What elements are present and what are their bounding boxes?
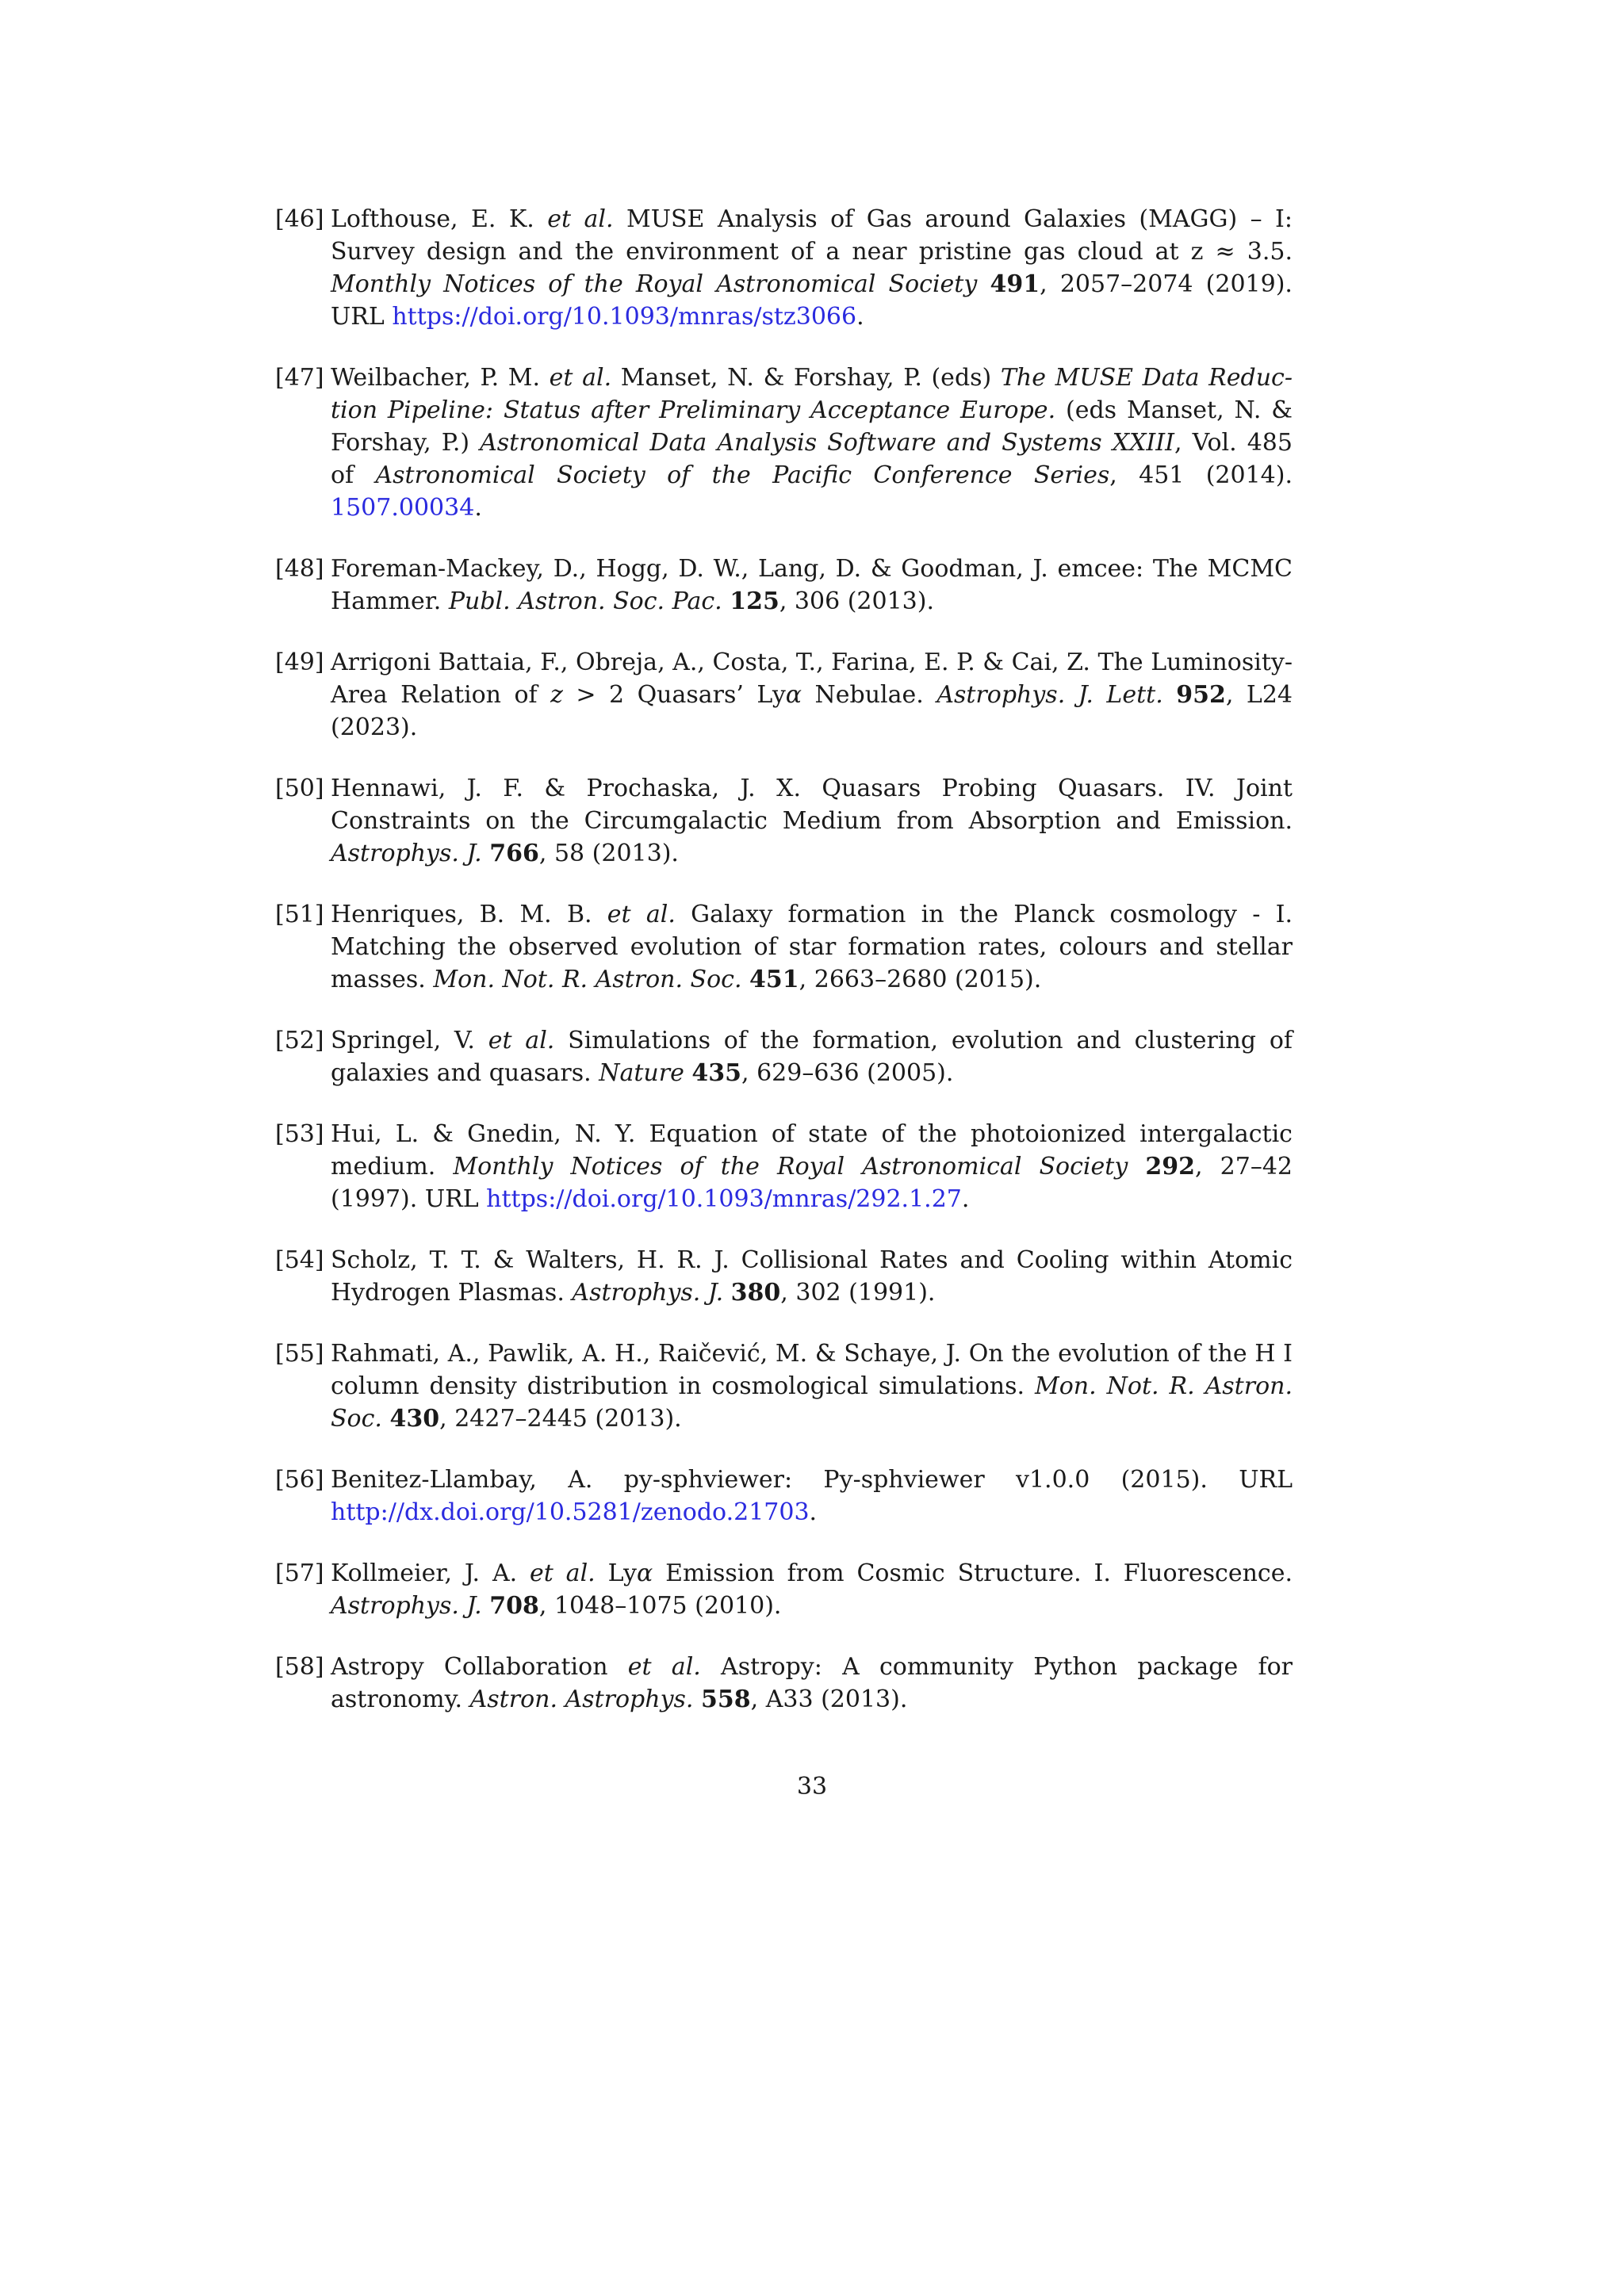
reference-text-segment [742,966,750,993]
reference-text-segment: > 2 Quasars’ Ly [562,681,786,709]
reference-volume: 952 [1176,681,1226,709]
reference-text-segment: Manset, N. & Forshay, P. (eds) [611,364,1001,392]
reference-italic-text: Mon. Not. R. Astron. Soc. [331,1372,1293,1433]
reference-text-segment: , 629–636 (2005). [741,1059,954,1087]
reference-text-segment [684,1059,692,1087]
reference-number: [49] [275,649,324,676]
reference-text [331,1466,1293,1526]
reference-text-segment [693,1686,701,1713]
reference-text-segment: . [856,303,864,331]
reference-italic-text: et al. [530,1559,596,1587]
reference-number: [56] [275,1466,324,1494]
reference-text-segment: Ly [595,1559,637,1587]
reference-italic-text: et al. [547,205,614,233]
reference-text-segment: Hui, L. & Gnedin, N. Y. Equation of state of the photoionized intergalactic medium. [331,1120,1293,1181]
reference-text-segment: Nebulae. [802,681,937,709]
reference-item [275,1118,1293,1215]
reference-item [275,1651,1293,1716]
reference-number: [58] [275,1653,324,1681]
reference-link[interactable]: https://doi.org/10.1093/mnras/stz3066 [392,303,857,331]
reference-italic-text: et al. [627,1653,701,1681]
reference-number: [57] [275,1559,324,1587]
reference-text [331,1559,1293,1620]
reference-text-segment: , 451 (2014). [1109,461,1293,489]
reference-italic-text: et al. [549,364,612,392]
reference-volume: 451 [749,966,799,993]
reference-italic-text: Astronomical Society of the Pacific Conference Series [375,461,1110,489]
reference-text-segment: MUSE Analysis of Gas around Galaxies (MAGG) – I: Survey design and the environment of a near pristine gas cloud at z ≈ 3.5. [331,205,1293,266]
reference-volume: 292 [1145,1153,1196,1181]
reference-text-segment: , Vol. 485 of [331,429,1293,489]
reference-italic-text: et al. [488,1027,555,1054]
reference-text-segment [722,587,730,615]
reference-text-segment [482,1592,490,1620]
reference-text-segment [382,1405,390,1433]
reference-italic-text: The MUSE Data Reduction Pipeline: Status after Preliminary Acceptance Europe. [331,364,1293,424]
reference-text-segment [977,270,990,298]
reference-text [331,555,1293,615]
reference-text-segment: Galaxy formation in the Planck cosmology - I. Matching the observed evolution of star formation rates, colours and stellar masses. [331,901,1293,993]
reference-text [331,1120,1293,1213]
reference-italic-text: Monthly Notices of the Royal Astronomical Society [331,270,978,298]
math-symbol: α [636,1559,653,1587]
reference-text [331,205,1293,331]
reference-number: [46] [275,205,324,233]
reference-item [275,553,1293,618]
reference-text-segment: , 27–42 (1997). URL [331,1153,1293,1213]
reference-text-segment [1128,1153,1145,1181]
reference-link[interactable]: 1507.00034 [331,494,475,522]
reference-volume: 435 [691,1059,741,1087]
reference-text-segment: Simulations of the formation, evolution and clustering of galaxies and quasars. [331,1027,1293,1087]
reference-number: [52] [275,1027,324,1054]
reference-number: [47] [275,364,324,392]
reference-number: [53] [275,1120,324,1148]
math-symbol: α [785,681,802,709]
reference-list [275,203,1293,1744]
reference-volume: 380 [730,1279,781,1307]
reference-text [331,1653,1293,1713]
page-number: 33 [796,1773,828,1800]
reference-text-segment: Henriques, B. M. B. [331,901,607,928]
reference-item [275,1464,1293,1529]
reference-volume: 708 [489,1592,539,1620]
reference-text-segment: , 2663–2680 (2015). [799,966,1042,993]
reference-text-segment: , 302 (1991). [780,1279,936,1307]
reference-number: [54] [275,1246,324,1274]
reference-italic-text: Monthly Notices of the Royal Astronomical Society [453,1153,1128,1181]
reference-text [331,901,1293,993]
reference-text-segment: Astropy Collaboration [331,1653,628,1681]
math-symbol: z [550,681,563,709]
reference-text-segment: Emission from Cosmic Structure. I. Fluorescence. [653,1559,1293,1587]
reference-item [275,898,1293,996]
reference-text-segment: Arrigoni Battaia, F., Obreja, A., Costa, T., Farina, E. P. & Cai, Z. The Luminosity-Area Relation of [331,649,1293,709]
reference-item [275,362,1293,524]
reference-text-segment: , 2057–2074 (2019). URL [331,270,1293,331]
reference-text [331,775,1293,867]
reference-text-segment: Lofthouse, E. K. [331,205,548,233]
reference-number: [55] [275,1340,324,1368]
reference-volume: 766 [489,840,539,867]
reference-item [275,646,1293,744]
reference-italic-text: Astrophys. J. [331,1592,482,1620]
reference-italic-text: Astrophys. J. [572,1279,724,1307]
reference-number: [50] [275,775,324,802]
reference-volume: 430 [389,1405,440,1433]
reference-item [275,1024,1293,1089]
reference-item [275,203,1293,333]
reference-text-segment: , 2427–2445 (2013). [439,1405,682,1433]
reference-text-segment: Springel, V. [331,1027,488,1054]
reference-text [331,1027,1293,1087]
reference-text-segment: Scholz, T. T. & Walters, H. R. J. Collisional Rates and Cooling within Atomic Hydrogen Plasmas. [331,1246,1293,1307]
reference-volume: 558 [701,1686,751,1713]
reference-italic-text: Mon. Not. R. Astron. Soc. [433,966,742,993]
reference-text-segment: Benitez-Llambay, A. py-sphviewer: Py-sphviewer v1.0.0 (2015). URL [331,1466,1293,1494]
reference-volume: 491 [990,270,1040,298]
reference-link[interactable]: https://doi.org/10.1093/mnras/292.1.27 [486,1185,962,1213]
reference-text-segment: Kollmeier, J. A. [331,1559,530,1587]
reference-text-segment: Weilbacher, P. M. [331,364,550,392]
reference-text-segment: . [961,1185,970,1213]
reference-text-segment: , L24 (2023). [331,681,1293,741]
reference-number: [51] [275,901,324,928]
reference-item [275,772,1293,870]
reference-item [275,1337,1293,1435]
reference-text-segment: Foreman-Mackey, D., Hogg, D. W., Lang, D. & Goodman, J. emcee: The MCMC Hammer. [331,555,1293,615]
reference-text-segment [482,840,490,867]
reference-text-segment: . [474,494,482,522]
reference-item [275,1244,1293,1309]
reference-item [275,1557,1293,1622]
reference-text-segment: , 58 (2013). [538,840,679,867]
reference-text-segment [723,1279,731,1307]
reference-text-segment: , 1048–1075 (2010). [538,1592,782,1620]
reference-volume: 125 [730,587,779,615]
reference-italic-text: Astronomical Data Analysis Software and Systems XXIII [480,429,1174,457]
reference-italic-text: Astrophys. J. [331,840,482,867]
reference-text-segment: , 306 (2013). [779,587,935,615]
reference-text [331,1340,1293,1433]
reference-italic-text: Publ. Astron. Soc. Pac. [448,587,722,615]
reference-italic-text: Astron. Astrophys. [469,1686,694,1713]
reference-italic-text: Nature [599,1059,684,1087]
reference-text-segment: . [809,1498,818,1526]
reference-text-segment: Rahmati, A., Pawlik, A. H., Raičević, M. & Schaye, J. On the evolution of the H I column density distribution in cosmological simulations. [331,1340,1293,1400]
reference-text [331,1246,1293,1307]
reference-text [331,649,1293,741]
reference-text-segment: (eds Manset, N. & Forshay, P.) [331,396,1293,457]
reference-text-segment: , A33 (2013). [750,1686,908,1713]
reference-text [331,364,1293,522]
reference-italic-text: et al. [607,901,676,928]
reference-number: [48] [275,555,324,583]
reference-text-segment: Astropy: A community Python package for astronomy. [331,1653,1293,1713]
reference-link[interactable]: http://dx.doi.org/10.5281/zenodo.21703 [331,1498,810,1526]
reference-italic-text: Astrophys. J. Lett. [936,681,1163,709]
reference-text-segment [1163,681,1176,709]
reference-text-segment: Hennawi, J. F. & Prochaska, J. X. Quasars Probing Quasars. IV. Joint Constraints on the Circumgalactic Medium from Absorption and Emission. [331,775,1293,835]
